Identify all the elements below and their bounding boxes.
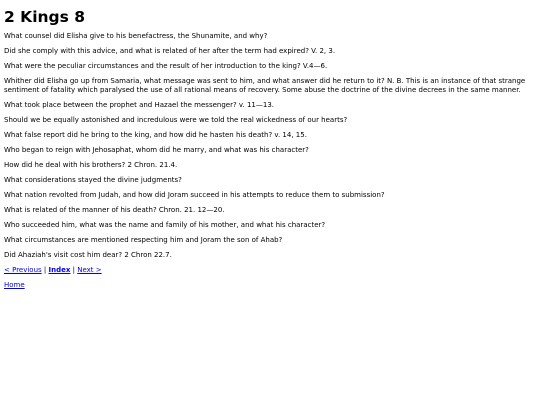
- index-link[interactable]: Index: [48, 266, 71, 274]
- question-7: What false report did he bring to the king, and how did he hasten his death? v. 14, 15.: [4, 131, 307, 139]
- question-15: Did Ahaziah's visit cost him dear? 2 Chron 22.7.: [4, 251, 172, 259]
- question-12: What is related of the manner of his death? Chron. 21. 12—20.: [4, 206, 225, 214]
- question-3: What were the peculiar circumstances and the result of her introduction to the king? V.4—6.: [4, 62, 328, 70]
- question-14: What circumstances are mentioned respecting him and Joram the son of Ahab?: [4, 236, 283, 244]
- question-8: Who began to reign with Jehosaphat, whom did he marry, and what was his character?: [4, 146, 309, 154]
- question-10: What considerations stayed the divine judgments?: [4, 176, 182, 184]
- question-1: What counsel did Elisha give to his benefactress, the Shunamite, and why?: [4, 32, 268, 40]
- question-6: Should we be equally astonished and incredulous were we told the real wickedness of our hearts?: [4, 116, 348, 124]
- previous-link[interactable]: < Previous: [4, 266, 42, 274]
- nav-separator: |: [43, 266, 47, 274]
- home-link[interactable]: Home: [4, 281, 25, 289]
- question-11: What nation revolted from Judah, and how did Joram succeed in his attempts to reduce them to submission?: [4, 191, 385, 199]
- question-5: What took place between the prophet and Hazael the messenger? v. 11—13.: [4, 101, 274, 109]
- question-9: How did he deal with his brothers? 2 Chron. 21.4.: [4, 161, 178, 169]
- question-13: Who succeeded him, what was the name and family of his mother, and what his character?: [4, 221, 326, 229]
- next-link[interactable]: Next >: [77, 266, 102, 274]
- question-2: Did she comply with this advice, and what is related of her after the term had expired? V. 2, 3.: [4, 47, 336, 55]
- question-4: Whither did Elisha go up from Samaria, what message was sent to him, and what answer did he return to it? N. B. This is an instance of that strange sentiment of fatality which paralysed the use of all rational means of recovery. Some abuse the doctrine of the divine decrees in the same manner.: [4, 77, 526, 94]
- page-title: 2 Kings 8: [4, 8, 86, 26]
- nav-separator: |: [72, 266, 75, 274]
- pagination-nav: [4, 266, 536, 275]
- home-nav: [4, 281, 536, 290]
